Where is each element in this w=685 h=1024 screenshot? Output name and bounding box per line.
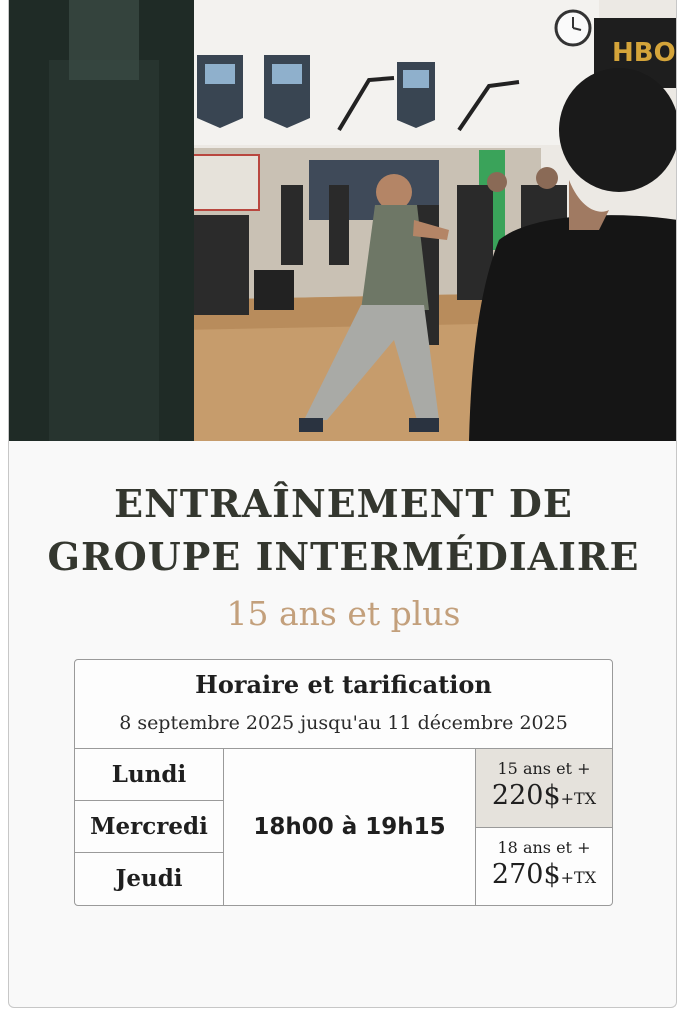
gym-photo-illustration bbox=[9, 0, 677, 441]
price-amount: 270$+TX bbox=[491, 859, 597, 890]
poster-card bbox=[8, 0, 677, 1008]
day-monday: Lundi bbox=[75, 749, 224, 801]
schedule-header bbox=[75, 660, 612, 749]
class-time: 18h00 à 19h15 bbox=[224, 749, 476, 906]
hbo-sign: HBO bbox=[612, 38, 676, 68]
title-line-1: ENTRAÎNEMENT DE bbox=[114, 481, 573, 526]
tax-label: +TX bbox=[560, 868, 597, 887]
price-age-label: 18 ans et + bbox=[497, 838, 591, 857]
price-amount: 220$+TX bbox=[491, 780, 597, 811]
price-age-label: 15 ans et + bbox=[497, 759, 591, 778]
schedule-table bbox=[74, 659, 613, 906]
schedule-dates: 8 septembre 2025 jusqu'au 11 décembre 2025 bbox=[119, 712, 568, 734]
day-wednesday: Mercredi bbox=[75, 801, 224, 853]
hero-photo bbox=[9, 0, 677, 441]
price-15-plus bbox=[476, 749, 612, 828]
schedule-heading: Horaire et tarification bbox=[195, 670, 492, 699]
title-line-2: GROUPE INTERMÉDIAIRE bbox=[47, 534, 640, 579]
tax-label: +TX bbox=[560, 789, 597, 808]
day-thursday: Jeudi bbox=[75, 853, 224, 905]
price-18-plus bbox=[476, 828, 612, 906]
age-subtitle: 15 ans et plus bbox=[226, 594, 461, 633]
